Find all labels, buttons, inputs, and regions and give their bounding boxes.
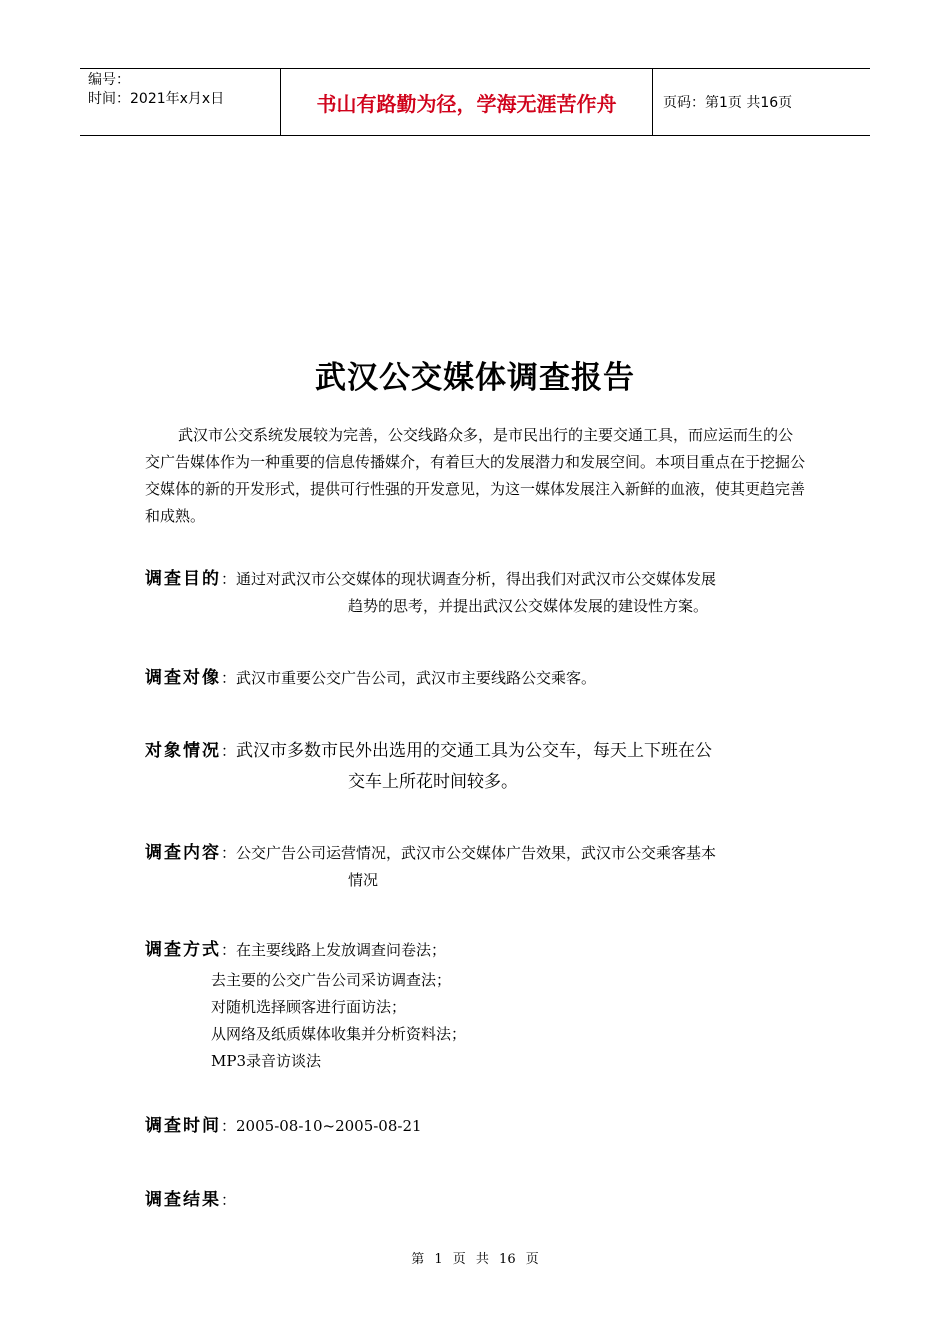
document-title: 武汉公交媒体调查报告 <box>315 360 635 396</box>
section-label: 调查方式 <box>145 940 221 960</box>
section-label: 调查目的 <box>145 569 221 589</box>
section-situation: 对象情况：武汉市多数市民外出选用的交通工具为公交车，每天上下班在公 交车上所花时间较多。 <box>145 736 807 792</box>
page-header <box>80 68 870 136</box>
list-item: 对随机选择顾客进行面访法； <box>211 998 407 1016</box>
section-text: 2005-08-10~2005-08-21 <box>236 1117 422 1135</box>
section-label: 调查内容 <box>145 843 221 863</box>
section-text-cont: 趋势的思考，并提出武汉公交媒体发展的建设性方案。 <box>348 597 709 615</box>
header-page-info: 页码：第1页 共16页 <box>663 95 793 111</box>
header-meta <box>80 69 281 135</box>
method-list <box>211 967 466 1075</box>
section-label: 对象情况 <box>145 741 221 761</box>
list-item: MP3录音访谈法 <box>211 1052 321 1070</box>
section-label: 调查对像 <box>145 668 221 688</box>
section-text: 武汉市重要公交广告公司，武汉市主要线路公交乘客。 <box>236 669 597 687</box>
section-label: 调查时间 <box>145 1116 221 1136</box>
section-result: 调查结果： <box>145 1190 237 1210</box>
doc-number-label: 编号： <box>88 72 130 88</box>
section-text: 武汉市多数市民外出选用的交通工具为公交车，每天上下班在公 <box>236 741 713 761</box>
section-text: 通过对武汉市公交媒体的现状调查分析，得出我们对武汉市公交媒体发展 <box>236 570 717 588</box>
doc-time-label: 时间：2021年x月x日 <box>88 91 225 107</box>
section-text: 公交广告公司运营情况，武汉市公交媒体广告效果，武汉市公交乘客基本 <box>236 844 717 862</box>
section-purpose: 调查目的：通过对武汉市公交媒体的现状调查分析，得出我们对武汉市公交媒体发展 趋势的思考，并提出武汉公交媒体发展的建设性方案。 <box>145 564 807 616</box>
section-target: 调查对像：武汉市重要公交广告公司，武汉市主要线路公交乘客。 <box>145 668 597 688</box>
section-label: 调查结果 <box>145 1190 221 1210</box>
list-item: 去主要的公交广告公司采访调查法； <box>211 971 452 989</box>
page-footer: 第 1 页 共 16 页 <box>411 1252 539 1267</box>
list-item: 从网络及纸质媒体收集并分析资料法； <box>211 1025 467 1043</box>
header-motto: 书山有路勤为径，学海无涯苦作舟 <box>281 69 653 135</box>
section-time: 调查时间：2005-08-10~2005-08-21 <box>145 1116 422 1136</box>
section-text-cont: 情况 <box>348 871 379 889</box>
section-content: 调查内容：公交广告公司运营情况，武汉市公交媒体广告效果，武汉市公交乘客基本 情况 <box>145 838 807 890</box>
section-method: 调查方式：在主要线路上发放调查问卷法； <box>145 940 447 960</box>
intro-paragraph: 武汉市公交系统发展较为完善，公交线路众多，是市民出行的主要交通工具，而应运而生的公交广告媒体作为一种重要的信息传播媒介，有着巨大的发展潜力和发展空间。本项目重点在于挖掘公交媒体的新的开发形式，提供可行性强的开发意见，为这一媒体发展注入新鲜的血液，使其更趋完善和成熟。 <box>145 426 806 525</box>
section-text-cont: 交车上所花时间较多。 <box>348 772 518 792</box>
section-text: 在主要线路上发放调查问卷法； <box>236 941 447 959</box>
